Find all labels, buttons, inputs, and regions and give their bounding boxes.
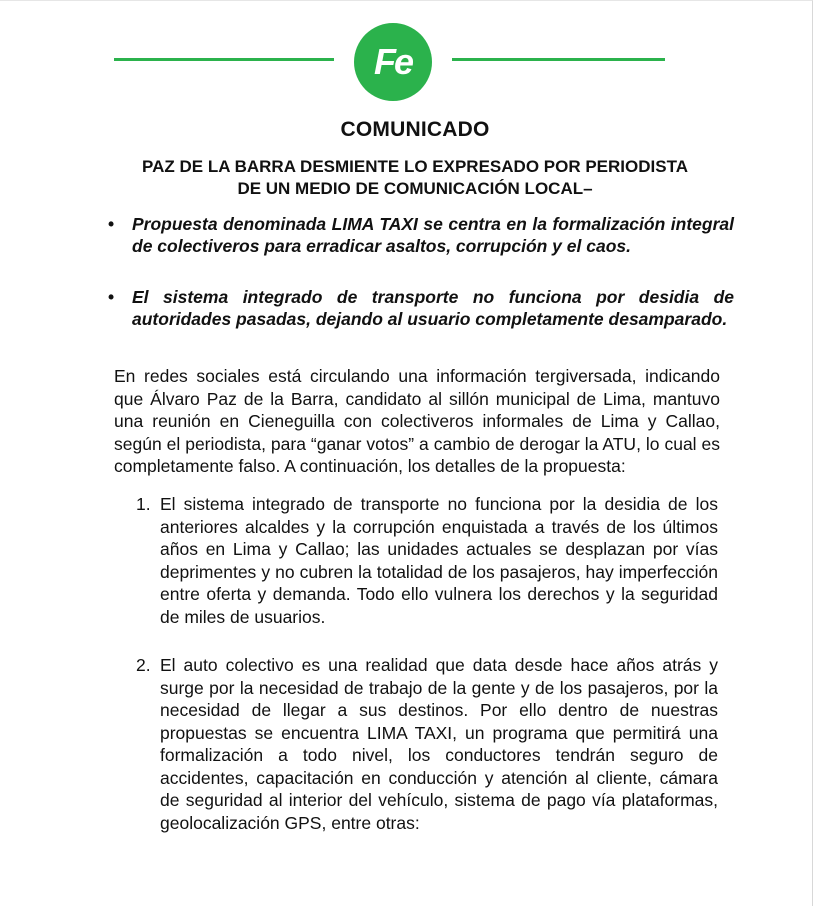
document-title: COMUNICADO [340,118,490,141]
highlight-list-1 [104,213,734,257]
subtitle-line-1: PAZ DE LA BARRA DESMIENTE LO EXPRESADO POR PERIODISTA [142,157,688,176]
highlight-bullet [104,213,734,257]
highlight-text: Propuesta denominada LIMA TAXI se centra en la formalización integral de colectiveros para erradicar asaltos, corrupción y el caos. [132,214,734,256]
logo-text: Fe [373,41,413,82]
highlight-text: El sistema integrado de transporte no funciona por desidia de autoridades pasadas, dejando al usuario completamente desamparado. [132,287,734,329]
header-rule-left [114,58,334,61]
subtitle-line-2: DE UN MEDIO DE COMUNICACIÓN LOCAL– [237,179,593,198]
point-number: 1. [136,494,151,514]
point-text: El auto colectivo es una realidad que data desde hace años atrás y surge por la necesidad de trabajo de la gente y de los pasajeros, por la necesidad de llegar a sus destinos. Por ello dentro de nuestras propuestas se encuentra LIMA TAXI, un programa que permitirá una formalización a todo nivel, los conductores tendrán seguro de accidentes, capacitación en conducción y atención al cliente, cámara de seguridad al interior del vehículo, sistema de pago vía plataformas, geolocalización GPS, entre otras: [160,655,718,833]
point-text: El sistema integrado de transporte no funciona por la desidia de los anteriores alcaldes y la corrupción enquistada a través de los últimos años en Lima y Callao; las unidades actuales se desplazan por vías deprimentes y no cubren la totalidad de los pasajeros, hay imperfección entre oferta y demanda. Todo ello vulnera los derechos y la seguridad de miles de usuarios. [160,494,718,627]
highlight-list-2 [104,286,734,330]
bullet-dot-icon: • [108,287,115,307]
letterhead [0,22,816,102]
numbered-point [136,493,718,628]
header-rule-right [452,58,665,61]
highlight-bullet [104,286,734,330]
numbered-point [136,654,718,834]
point-number: 2. [136,655,151,675]
document-subtitle [0,156,816,200]
party-logo [353,22,433,102]
bullet-dot-icon: • [108,214,115,234]
intro-paragraph: En redes sociales está circulando una información tergiversada, indicando que Álvaro Paz de la Barra, candidato al sillón municipal de Lima, mantuvo una reunión en Cieneguilla con colectiveros informales de Lima y Callao, según el periodista, para “ganar votos” a cambio de derogar la ATU, lo cual es completamente falso. A continuación, los detalles de la propuesta: [114,366,720,476]
